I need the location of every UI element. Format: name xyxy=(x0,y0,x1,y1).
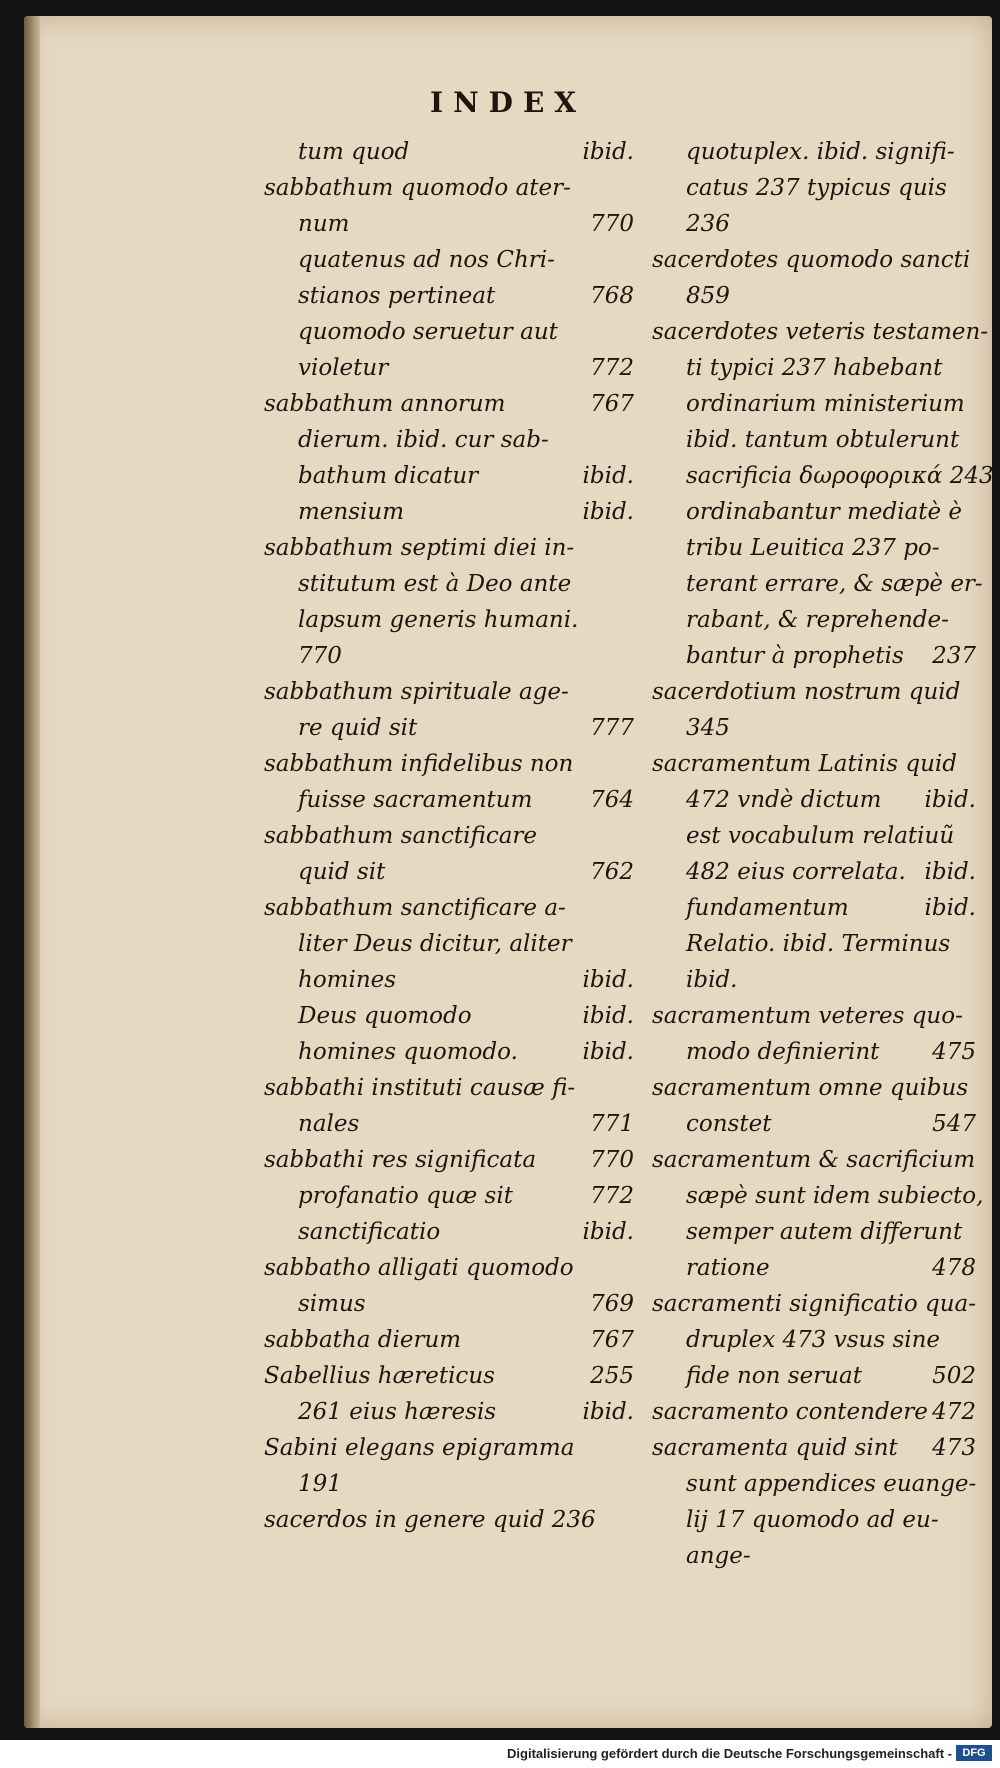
entry-text: liter Deus dicitur, aliter xyxy=(298,931,572,957)
entry-page-ref: 478 xyxy=(932,1255,976,1281)
entry-text: sabbathum infidelibus non xyxy=(264,751,574,777)
entry-page-ref: ibid. xyxy=(582,463,634,489)
entry-text: est vocabulum relatiuũ xyxy=(686,823,955,849)
entry-text: 472 vndè dictum xyxy=(686,787,882,813)
index-entry xyxy=(652,1250,976,1286)
entry-text: sabbatha dierum xyxy=(264,1327,462,1353)
index-entry xyxy=(652,1106,976,1142)
entry-text: sanctificatio xyxy=(298,1219,441,1245)
index-entry xyxy=(652,998,976,1034)
entry-text: simus xyxy=(298,1291,366,1317)
entry-text: sacramentum Latinis quid xyxy=(652,751,957,777)
entry-text: sabbatho alligati quomodo xyxy=(264,1255,574,1281)
entry-text: rabant, & reprehende- xyxy=(686,607,949,633)
entry-page-ref: 472 xyxy=(932,1399,976,1425)
entry-text: Deus quomodo xyxy=(298,1003,472,1029)
index-entry xyxy=(264,1322,634,1358)
footer-credit: Digitalisierung gefördert durch die Deutsche Forschungsgemeinschaft - xyxy=(507,1746,952,1761)
entry-text: sabbathum spirituale age- xyxy=(264,679,569,705)
entry-text: re quid sit xyxy=(298,715,418,741)
index-entry xyxy=(652,566,983,602)
index-entry xyxy=(652,746,976,782)
entry-text: ibid. xyxy=(686,967,738,993)
index-entry xyxy=(652,278,976,314)
entry-text: sæpè sunt idem subiecto, xyxy=(686,1183,984,1209)
entry-page-ref: 767 xyxy=(590,391,634,417)
index-entry xyxy=(652,314,989,350)
entry-text: catus 237 typicus quis xyxy=(686,175,947,201)
entry-text: bantur à prophetis xyxy=(686,643,904,669)
entry-page-ref: ibid. xyxy=(924,787,976,813)
entry-text: tum quod xyxy=(298,139,410,165)
entry-text: sabbathum sanctificare xyxy=(264,823,538,849)
entry-text: violetur xyxy=(298,355,389,381)
index-entry xyxy=(264,170,634,206)
entry-text: bathum dicatur xyxy=(298,463,479,489)
index-entry xyxy=(264,746,634,782)
index-entry xyxy=(652,458,994,494)
entry-text: sacramentum veteres quo- xyxy=(652,1003,963,1029)
entry-text: sabbathi res significata xyxy=(264,1147,537,1173)
index-entry xyxy=(264,206,634,242)
index-entry xyxy=(652,494,976,530)
entry-text: quotuplex. ibid. signifi- xyxy=(686,139,955,165)
entry-page-ref: 255 xyxy=(590,1363,634,1389)
index-entry xyxy=(264,350,634,386)
entry-text: mensium xyxy=(298,499,405,525)
entry-text: 191 xyxy=(298,1471,342,1497)
entry-text: sacerdotes veteris testamen- xyxy=(652,319,989,345)
index-entry xyxy=(652,962,976,998)
entry-text: num xyxy=(298,211,350,237)
index-entry xyxy=(652,1322,976,1358)
entry-page-ref: 771 xyxy=(590,1111,634,1137)
index-entry xyxy=(264,998,634,1034)
index-entry xyxy=(652,1034,976,1070)
index-entry xyxy=(264,854,634,890)
entry-text: tribu Leuitica 237 po- xyxy=(686,535,940,561)
entry-page-ref: ibid. xyxy=(582,139,634,165)
entry-text: sunt appendices euange- xyxy=(686,1471,977,1497)
index-entry xyxy=(652,1466,976,1502)
entry-page-ref: 770 xyxy=(590,211,634,237)
entry-page-ref: ibid. xyxy=(924,895,976,921)
entry-text: sacramenti significatio qua- xyxy=(652,1291,977,1317)
entry-page-ref: 475 xyxy=(932,1039,976,1065)
index-entry xyxy=(652,422,976,458)
index-entry xyxy=(652,1430,976,1466)
entry-text: sacrificia δωροφορικά 243 xyxy=(686,463,994,489)
entry-text: sacramentum & sacrificium xyxy=(652,1147,976,1173)
entry-text: sacerdos in genere quid 236 xyxy=(264,1507,596,1533)
index-entry xyxy=(264,926,634,962)
index-entry xyxy=(264,1430,634,1466)
index-entry xyxy=(264,458,634,494)
index-entry xyxy=(652,170,976,206)
index-entry xyxy=(652,350,976,386)
index-entry xyxy=(264,314,634,350)
index-entry xyxy=(652,206,976,242)
entry-text: sabbathum quomodo ater- xyxy=(264,175,571,201)
page-header: INDEX xyxy=(429,86,587,119)
entry-text: constet xyxy=(686,1111,772,1137)
entry-text: homines quomodo. xyxy=(298,1039,518,1065)
entry-text: 261 eius hæresis xyxy=(298,1399,497,1425)
index-entry xyxy=(652,1358,976,1394)
index-entry xyxy=(264,710,634,746)
entry-text: ibid. tantum obtulerunt xyxy=(686,427,960,453)
index-entry xyxy=(264,494,634,530)
index-entry xyxy=(264,1214,634,1250)
entry-text: druplex 473 vsus sine xyxy=(686,1327,941,1353)
entry-text: sabbathum septimi diei in- xyxy=(264,535,575,561)
index-entry xyxy=(652,854,976,890)
entry-text: sacerdotium nostrum quid xyxy=(652,679,961,705)
entry-text: 345 xyxy=(686,715,730,741)
entry-text: fide non seruat xyxy=(686,1363,862,1389)
entry-page-ref: 777 xyxy=(590,715,634,741)
entry-text: sacramento contendere xyxy=(652,1399,928,1425)
index-entry xyxy=(652,1538,976,1574)
index-entry xyxy=(652,1142,976,1178)
index-entry xyxy=(264,1358,634,1394)
entry-text: sacramenta quid sint xyxy=(652,1435,898,1461)
entry-text: nales xyxy=(298,1111,360,1137)
book-page xyxy=(24,16,992,1728)
index-entry xyxy=(264,818,634,854)
index-entry xyxy=(264,1106,634,1142)
entry-page-ref: 767 xyxy=(590,1327,634,1353)
entry-page-ref: ibid. xyxy=(924,859,976,885)
entry-page-ref: 772 xyxy=(590,355,634,381)
index-entry xyxy=(652,1178,984,1214)
index-entry xyxy=(264,782,634,818)
entry-page-ref: ibid. xyxy=(582,1003,634,1029)
entry-text: 482 eius correlata. xyxy=(686,859,906,885)
entry-page-ref: ibid. xyxy=(582,967,634,993)
index-entry xyxy=(264,530,634,566)
index-entry xyxy=(264,1502,634,1538)
entry-text: lij 17 quomodo ad eu- xyxy=(686,1507,939,1533)
index-entry xyxy=(652,674,976,710)
index-entry xyxy=(264,386,634,422)
entry-text: profanatio quæ sit xyxy=(298,1183,513,1209)
entry-text: stianos pertineat xyxy=(298,283,496,309)
entry-text: semper autem differunt xyxy=(686,1219,963,1245)
entry-page-ref: ibid. xyxy=(582,1219,634,1245)
index-entry xyxy=(652,782,976,818)
entry-text: quomodo seruetur aut xyxy=(298,319,558,345)
index-entry xyxy=(264,602,634,638)
entry-text: quid sit xyxy=(298,859,386,885)
index-column-right xyxy=(652,134,994,1574)
entry-text: 859 xyxy=(686,283,730,309)
index-entry xyxy=(264,890,634,926)
entry-text: Sabellius hæreticus xyxy=(264,1363,495,1389)
entry-text: sabbathum sanctificare a- xyxy=(264,895,566,921)
entry-text: sabbathum annorum xyxy=(264,391,506,417)
entry-text: stitutum est à Deo ante xyxy=(298,571,572,597)
entry-text: ange- xyxy=(686,1543,751,1569)
index-entry xyxy=(264,1286,634,1322)
entry-text: lapsum generis humani. xyxy=(298,607,579,633)
entry-text: fuisse sacramentum xyxy=(298,787,533,813)
entry-text: ti typici 237 habebant xyxy=(686,355,943,381)
index-entry xyxy=(652,242,976,278)
index-entry xyxy=(652,602,976,638)
index-entry xyxy=(264,1250,634,1286)
index-entry xyxy=(264,1394,634,1430)
entry-page-ref: 473 xyxy=(932,1435,976,1461)
entry-text: ordinarium ministerium xyxy=(686,391,965,417)
index-entry xyxy=(652,890,976,926)
entry-page-ref: ibid. xyxy=(582,499,634,525)
entry-page-ref: 762 xyxy=(590,859,634,885)
entry-page-ref: 768 xyxy=(590,283,634,309)
index-entry xyxy=(652,530,976,566)
entry-text: sacramentum omne quibus xyxy=(652,1075,969,1101)
entry-text: modo definierint xyxy=(686,1039,880,1065)
index-entry xyxy=(264,1466,634,1502)
entry-text: Relatio. ibid. Terminus xyxy=(686,931,951,957)
entry-page-ref: 769 xyxy=(590,1291,634,1317)
index-entry xyxy=(264,1142,634,1178)
entry-text: Sabini elegans epigramma xyxy=(264,1435,575,1461)
index-entry xyxy=(264,1034,634,1070)
index-entry xyxy=(264,566,634,602)
entry-text: quatenus ad nos Chri- xyxy=(298,247,555,273)
index-entry xyxy=(652,926,976,962)
entry-text: fundamentum xyxy=(686,895,849,921)
page-spine-shadow xyxy=(24,16,40,1728)
index-entry xyxy=(652,638,976,674)
entry-page-ref: 772 xyxy=(590,1183,634,1209)
entry-page-ref: 764 xyxy=(590,787,634,813)
entry-text: dierum. ibid. cur sab- xyxy=(298,427,549,453)
entry-page-ref: 547 xyxy=(932,1111,976,1137)
entry-page-ref: 237 xyxy=(932,643,976,669)
entry-page-ref: 502 xyxy=(932,1363,976,1389)
index-entry xyxy=(264,278,634,314)
index-entry xyxy=(264,422,634,458)
entry-text: 236 xyxy=(686,211,730,237)
index-entry xyxy=(264,134,634,170)
index-entry xyxy=(264,674,634,710)
index-entry xyxy=(652,1070,976,1106)
entry-text: 770 xyxy=(298,643,342,669)
index-entry xyxy=(652,1214,976,1250)
index-column-left xyxy=(264,134,634,1538)
footer-bar xyxy=(0,1740,1000,1768)
entry-page-ref: ibid. xyxy=(582,1039,634,1065)
index-entry xyxy=(264,638,634,674)
index-entry xyxy=(652,1502,976,1538)
index-entry xyxy=(652,1394,976,1430)
entry-text: sacerdotes quomodo sancti xyxy=(652,247,971,273)
index-entry xyxy=(652,710,976,746)
index-entry xyxy=(652,1286,976,1322)
index-entry xyxy=(264,242,634,278)
entry-text: sabbathi instituti causæ fi- xyxy=(264,1075,576,1101)
entry-text: ratione xyxy=(686,1255,770,1281)
index-entry xyxy=(652,134,976,170)
entry-text: terant errare, & sæpè er- xyxy=(686,571,983,597)
index-entry xyxy=(264,1178,634,1214)
index-entry xyxy=(652,818,976,854)
index-entry xyxy=(264,1070,634,1106)
entry-text: ordinabantur mediatè è xyxy=(686,499,963,525)
entry-page-ref: 770 xyxy=(590,1147,634,1173)
entry-page-ref: ibid. xyxy=(582,1399,634,1425)
index-entry xyxy=(264,962,634,998)
entry-text: homines xyxy=(298,967,397,993)
index-entry xyxy=(652,386,976,422)
dfg-logo: DFG xyxy=(956,1745,992,1761)
